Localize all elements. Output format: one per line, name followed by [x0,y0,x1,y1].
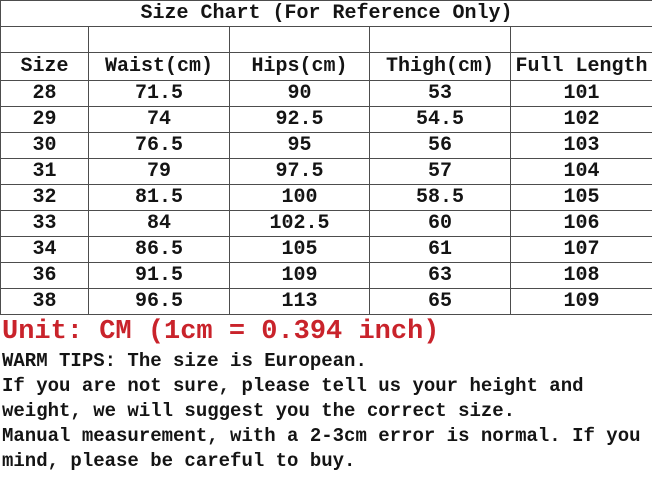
table-row [1,159,652,185]
title-row [1,1,652,27]
table-cell: 105 [511,185,652,211]
table-cell: 76.5 [89,133,230,159]
table-row [1,185,652,211]
table-cell: 108 [511,263,652,289]
table-cell: 81.5 [89,185,230,211]
table-cell: 90 [230,81,370,107]
column-header: Full Length [511,53,652,81]
table-cell: 36 [1,263,89,289]
table-cell: 102.5 [230,211,370,237]
table-cell: 56 [370,133,511,159]
table-cell: 91.5 [89,263,230,289]
table-row [1,211,652,237]
note-line: Manual measurement, with a 2-3cm error is normal. If you [2,425,641,447]
spacer-cell [89,27,230,53]
column-header: Size [1,53,89,81]
table-cell: 103 [511,133,652,159]
note-line-warm-tips: WARM TIPS: The size is European. [2,350,367,372]
table-cell: 32 [1,185,89,211]
spacer-row [1,27,652,53]
table-cell: 109 [230,263,370,289]
table-cell: 95 [230,133,370,159]
table-cell: 71.5 [89,81,230,107]
table-cell: 74 [89,107,230,133]
header-row [1,53,652,81]
table-cell: 57 [370,159,511,185]
table-cell: 58.5 [370,185,511,211]
note-line: mind, please be careful to buy. [2,450,356,472]
size-table-body [1,81,652,315]
table-cell: 101 [511,81,652,107]
table-cell: 54.5 [370,107,511,133]
table-cell: 34 [1,237,89,263]
table-cell: 104 [511,159,652,185]
notes-block [0,349,652,474]
note-line: If you are not sure, please tell us your height and [2,375,584,397]
table-cell: 109 [511,289,652,315]
table-cell: 92.5 [230,107,370,133]
spacer-cell [230,27,370,53]
column-header: Hips(cm) [230,53,370,81]
spacer-cell [511,27,652,53]
table-cell: 107 [511,237,652,263]
table-cell: 102 [511,107,652,133]
table-cell: 63 [370,263,511,289]
table-row [1,133,652,159]
table-cell: 61 [370,237,511,263]
table-cell: 84 [89,211,230,237]
table-cell: 105 [230,237,370,263]
table-row [1,237,652,263]
unit-note: Unit: CM (1cm = 0.394 inch) [2,317,440,347]
table-cell: 60 [370,211,511,237]
table-row [1,263,652,289]
table-row [1,81,652,107]
table-cell: 38 [1,289,89,315]
table-cell: 31 [1,159,89,185]
chart-title: Size Chart (For Reference Only) [1,1,652,27]
table-cell: 113 [230,289,370,315]
spacer-cell [370,27,511,53]
table-row [1,107,652,133]
column-header: Thigh(cm) [370,53,511,81]
table-cell: 97.5 [230,159,370,185]
table-cell: 53 [370,81,511,107]
table-cell: 29 [1,107,89,133]
table-cell: 65 [370,289,511,315]
table-cell: 100 [230,185,370,211]
spacer-cell [1,27,89,53]
column-header: Waist(cm) [89,53,230,81]
note-line: weight, we will suggest you the correct size. [2,400,516,422]
table-cell: 79 [89,159,230,185]
table-cell: 96.5 [89,289,230,315]
table-cell: 30 [1,133,89,159]
table-row [1,289,652,315]
table-cell: 28 [1,81,89,107]
table-cell: 106 [511,211,652,237]
table-cell: 86.5 [89,237,230,263]
table-cell: 33 [1,211,89,237]
